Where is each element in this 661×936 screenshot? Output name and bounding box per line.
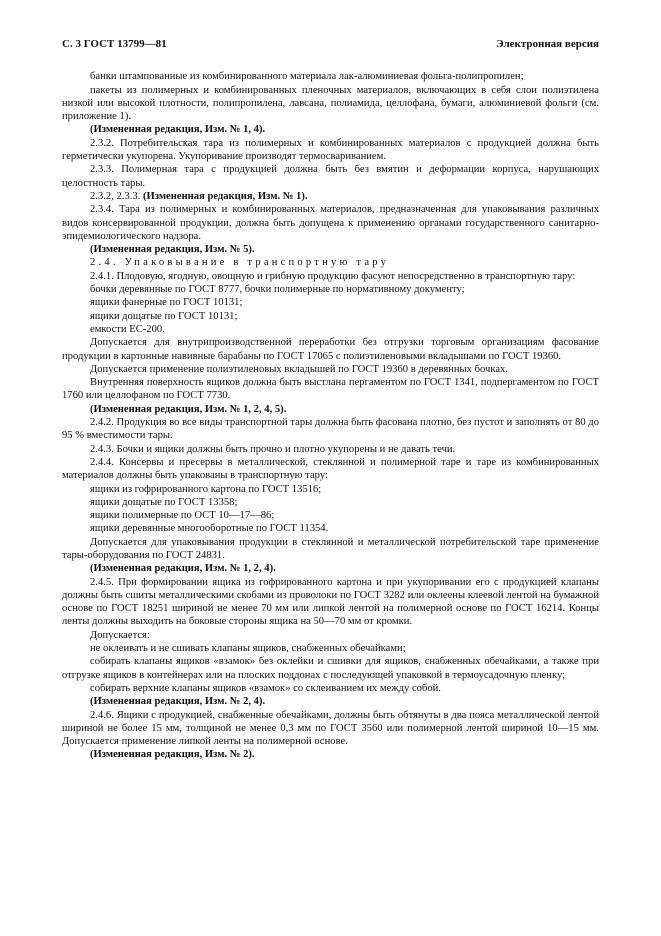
paragraph: 2.3.4. Тара из полимерных и комбинированных материалов, предназначенная для упаковывания различных видов консервированной продукции, должна быть допущена к применению органами государственного санитарно-эпидемиологического надзора. (62, 204, 599, 242)
header-edition-label: Электронная версия (496, 38, 599, 50)
paragraph: 2.4.1. Плодовую, ягодную, овощную и грибную продукцию фасуют непосредственно в транспортную тару: (90, 270, 576, 282)
paragraph: не оклеивать и не сшивать клапаны ящиков, снабженных обечайками; (90, 643, 406, 655)
paragraph: Внутренняя поверхность ящиков должна быть выстлана пергаментом по ГОСТ 1341, подпергаментом по ГОСТ 1760 или целлофаном по ГОСТ 7730. (62, 377, 599, 402)
paragraph: Допускается для упаковывания продукции в стеклянной и металлической потребительской таре применение тары-оборудования по ГОСТ 24831. (62, 536, 599, 561)
header-standard-number: С. 3 ГОСТ 13799—81 (62, 38, 167, 50)
amendment-note: (Измененная редакция, Изм. № 5). (90, 244, 255, 256)
paragraph-with-amendment (62, 190, 599, 203)
amendment-note: (Измененная редакция, Изм. № 1, 4). (90, 124, 266, 136)
paragraph: Допускается применение полиэтиленовых вкладышей по ГОСТ 19360 в деревянных бочках. (90, 363, 508, 375)
clause-numbers: 2.3.2, 2.3.3. (90, 190, 143, 202)
amendment-note: (Измененная редакция, Изм. № 2, 4). (90, 696, 266, 708)
paragraph: 2.4.6. Ящики с продукцией, снабженные обечайками, должны быть обтянуты в два пояса металлической лентой шириной не более 15 мм, толщиной не менее 0,3 мм по ГОСТ 3560 или полимерной лентой шириной 10—15 мм. Допускается применение липкой ленты на полимерной основе. (62, 709, 599, 748)
paragraph: 2.3.2. Потребительская тара из полимерных и комбинированных материалов с продукцией должна быть герметически укупорена. Укупоривание производят термосвариванием. (62, 137, 599, 163)
document-body (62, 70, 599, 761)
paragraph: ящики дощатые по ГОСТ 10131; (90, 310, 238, 322)
paragraph: Допускается для внутрипроизводственной переработки без отгрузки торговым организациям фасование продукции в картонные навивные барабаны по ГОСТ 17065 с полиэтиленовыми вкладышами по ГОСТ 19360. (62, 337, 599, 362)
amendment-note: (Измененная редакция, Изм. № 1, 2, 4, 5). (90, 403, 287, 415)
paragraph: ящики дощатые по ГОСТ 13358; (90, 496, 238, 508)
section-heading (62, 256, 599, 269)
paragraph: банки штампованные из комбинированного материала лак-алюминиевая фольга-полипропилен; (90, 71, 524, 83)
amendment-note: (Измененная редакция, Изм. № 1). (142, 190, 308, 202)
paragraph: 2.4.5. При формировании ящика из гофрированного картона и при укупоривании его с продукцией клапаны должны быть сшиты металлическими скобами из проволоки по ГОСТ 3282 или оклеены клеевой лентой на бумажной основе по ГОСТ 18251 шириной не менее 70 мм или липкой лентой на полимерной основе по ГОСТ 16214. Концы ленты должны выходить на боковые стороны ящика на 50—70 мм от кромки. (62, 576, 599, 628)
paragraph: собирать верхние клапаны ящиков «взамок» со склеиванием их между собой. (90, 682, 441, 694)
paragraph: бочки деревянные по ГОСТ 8777, бочки полимерные по нормативному документу; (90, 284, 465, 296)
paragraph: пакеты из полимерных и комбинированных пленочных материалов, включающих в себя слои полиэтилена низкой или высокой плотности, полипропилена, лавсана, полиамида, целлофана, бумаги, алюминиевой фольги (см. приложение 1). (62, 84, 599, 123)
paragraph: 2.4.3. Бочки и ящики должны быть прочно и плотно укупорены и не давать течи. (90, 443, 456, 455)
paragraph: ящики из гофрированного картона по ГОСТ 13516; (90, 483, 322, 495)
paragraph: собирать клапаны ящиков «взамок» без оклейки и сшивки для ящиков, снабженных обечайками, а также при отгрузке ящиков в контейнерах или на плоских поддонах с последующей упаковкой в термоусадочную пленку; (62, 656, 599, 681)
amendment-note: (Измененная редакция, Изм. № 1, 2, 4). (90, 563, 276, 575)
paragraph: емкости ЕС-200. (90, 323, 165, 335)
document-page (62, 38, 599, 762)
paragraph: 2.4.4. Консервы и пресервы в металлической, стеклянной и полимерной таре и таре из комбинированных материалов должны быть упакованы в транспортную тару: (62, 456, 599, 482)
amendment-note: (Измененная редакция, Изм. № 2). (90, 749, 255, 761)
paragraph: Допускается: (90, 629, 150, 641)
paragraph: ящики полимерные по ОСТ 10—17—86; (90, 510, 275, 522)
page-header (62, 38, 599, 51)
paragraph: ящики фанерные по ГОСТ 10131; (90, 297, 243, 309)
paragraph: ящики деревянные многооборотные по ГОСТ 11354. (90, 523, 329, 535)
paragraph: 2.4.2. Продукция во все виды транспортной тары должна быть фасована плотно, без пустот и заполнять от 80 до 95 % вместимости тары. (62, 417, 599, 442)
paragraph: 2.3.3. Полимерная тара с продукцией должна быть без вмятин и деформации корпуса, нарушающих целостность тары. (62, 164, 599, 189)
section-heading-text: 2.4. Упаковывание в транспортную тару (90, 257, 390, 269)
